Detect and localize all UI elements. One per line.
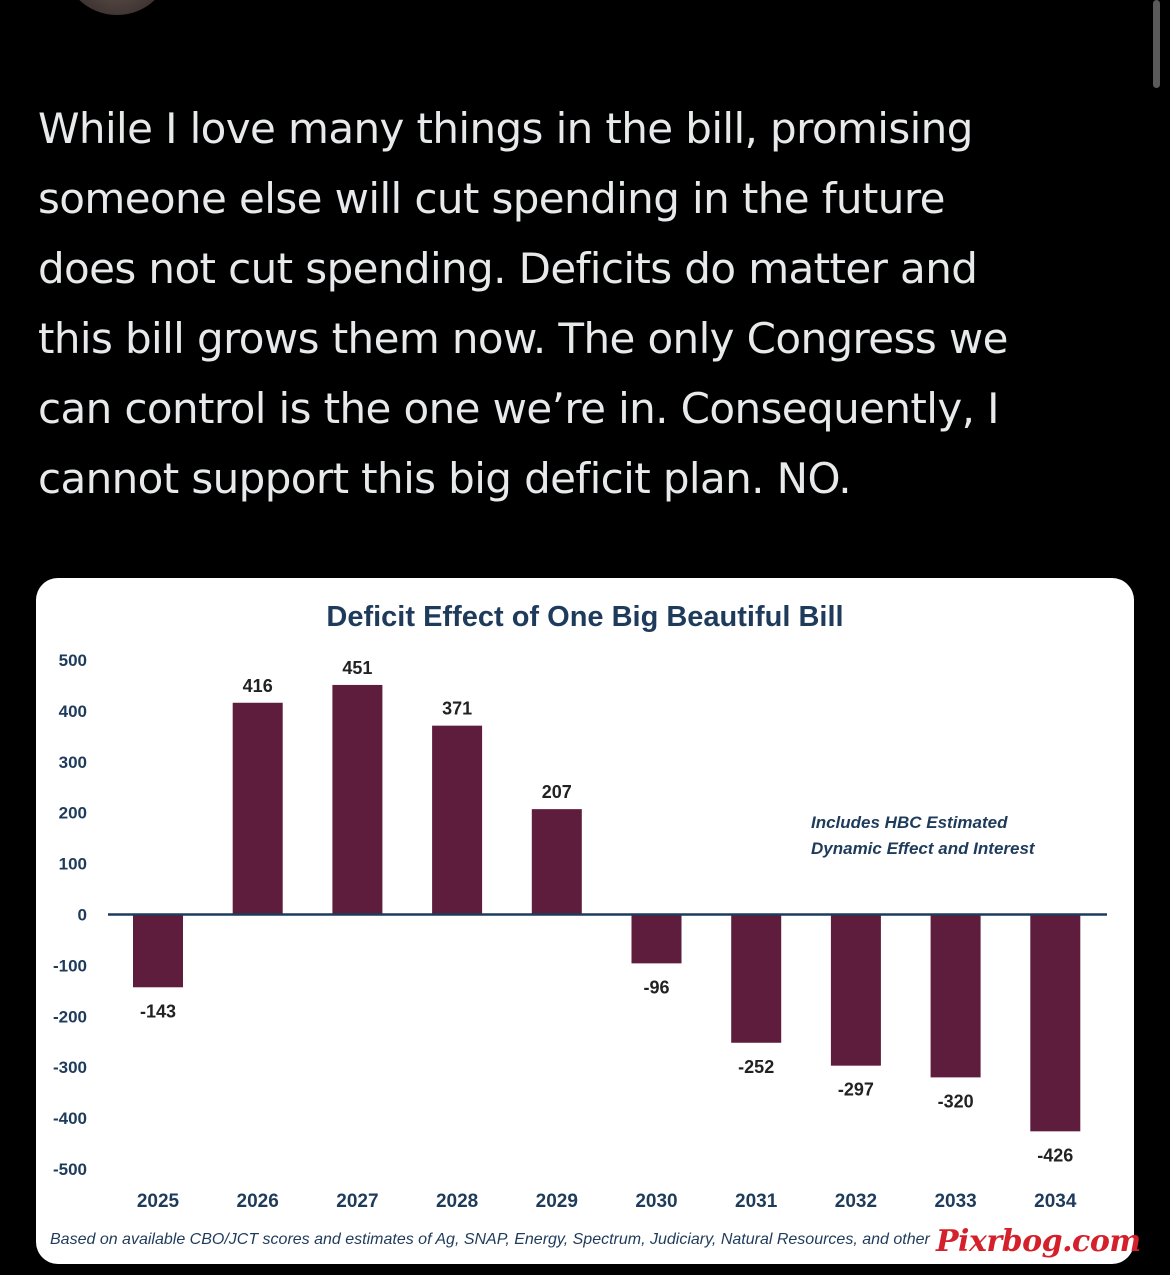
bar-2029 xyxy=(532,809,582,914)
bar-2028 xyxy=(432,726,482,915)
x-tick-label: 2032 xyxy=(834,1191,878,1212)
x-tick-label: 2028 xyxy=(435,1191,479,1212)
annotation-line-2: Dynamic Effect and Interest xyxy=(811,839,1035,858)
bar-2031 xyxy=(731,915,781,1043)
y-tick-label: 300 xyxy=(58,752,87,772)
scrollbar[interactable] xyxy=(1153,0,1160,88)
bar-2027 xyxy=(332,685,382,915)
data-label: 451 xyxy=(342,657,373,678)
y-tick-label: -100 xyxy=(52,956,87,976)
y-tick-label: 0 xyxy=(77,905,87,925)
y-tick-label: 500 xyxy=(58,651,87,670)
data-label: -96 xyxy=(643,977,670,998)
data-label: -426 xyxy=(1037,1145,1074,1166)
annotation-line-1: Includes HBC Estimated xyxy=(811,813,1008,832)
x-tick-label: 2034 xyxy=(1034,1191,1077,1212)
watermark-logo: Pixrbog.com xyxy=(936,1224,1141,1259)
x-tick-label: 2025 xyxy=(136,1191,180,1212)
data-label: 416 xyxy=(242,675,273,696)
x-axis xyxy=(137,1191,1077,1212)
y-tick-label: -500 xyxy=(52,1160,87,1179)
y-tick-label: 100 xyxy=(58,854,87,874)
y-tick-label: 400 xyxy=(58,701,87,721)
x-tick-label: 2029 xyxy=(535,1191,578,1212)
data-label: -320 xyxy=(937,1091,974,1112)
chart-image-card[interactable] xyxy=(36,578,1134,1264)
x-tick-label: 2027 xyxy=(336,1191,379,1212)
x-tick-label: 2031 xyxy=(735,1191,778,1212)
bar-2026 xyxy=(233,703,283,915)
chart-footnote: Based on available CBO/JCT scores and estimates of Ag, SNAP, Energy, Spectrum, Judiciary, Natural Resources, and other xyxy=(50,1231,930,1248)
bar-2032 xyxy=(831,915,881,1066)
y-tick-label: -300 xyxy=(52,1058,87,1078)
bar-2033 xyxy=(931,915,981,1078)
y-tick-label: -400 xyxy=(52,1109,87,1129)
data-label: 371 xyxy=(442,698,473,719)
y-axis xyxy=(53,651,87,1179)
data-label: 207 xyxy=(541,782,572,803)
data-label: -143 xyxy=(139,1001,177,1022)
y-tick-label: 200 xyxy=(58,803,87,823)
x-tick-label: 2026 xyxy=(236,1191,279,1212)
chart-title: Deficit Effect of One Big Beautiful Bill xyxy=(326,601,844,633)
y-tick-label: -200 xyxy=(52,1007,87,1027)
bar-2030 xyxy=(632,915,682,964)
bar-2025 xyxy=(133,915,183,988)
x-tick-label: 2033 xyxy=(934,1191,977,1212)
data-label: -252 xyxy=(738,1056,775,1077)
x-tick-label: 2030 xyxy=(635,1191,678,1212)
avatar[interactable] xyxy=(62,0,172,15)
bars xyxy=(133,685,1080,1131)
tweet-text: While I love many things in the bill, promising someone else will cut spending in the future does not cut spending. Deficits do matter and this bill grows them now. The only Congress we can control is the one we’re in. Consequently, I cannot support this big deficit plan. NO. xyxy=(38,104,1008,503)
bar-chart xyxy=(36,578,1134,1264)
data-label: -297 xyxy=(837,1079,874,1100)
bar-2034 xyxy=(1030,915,1080,1132)
